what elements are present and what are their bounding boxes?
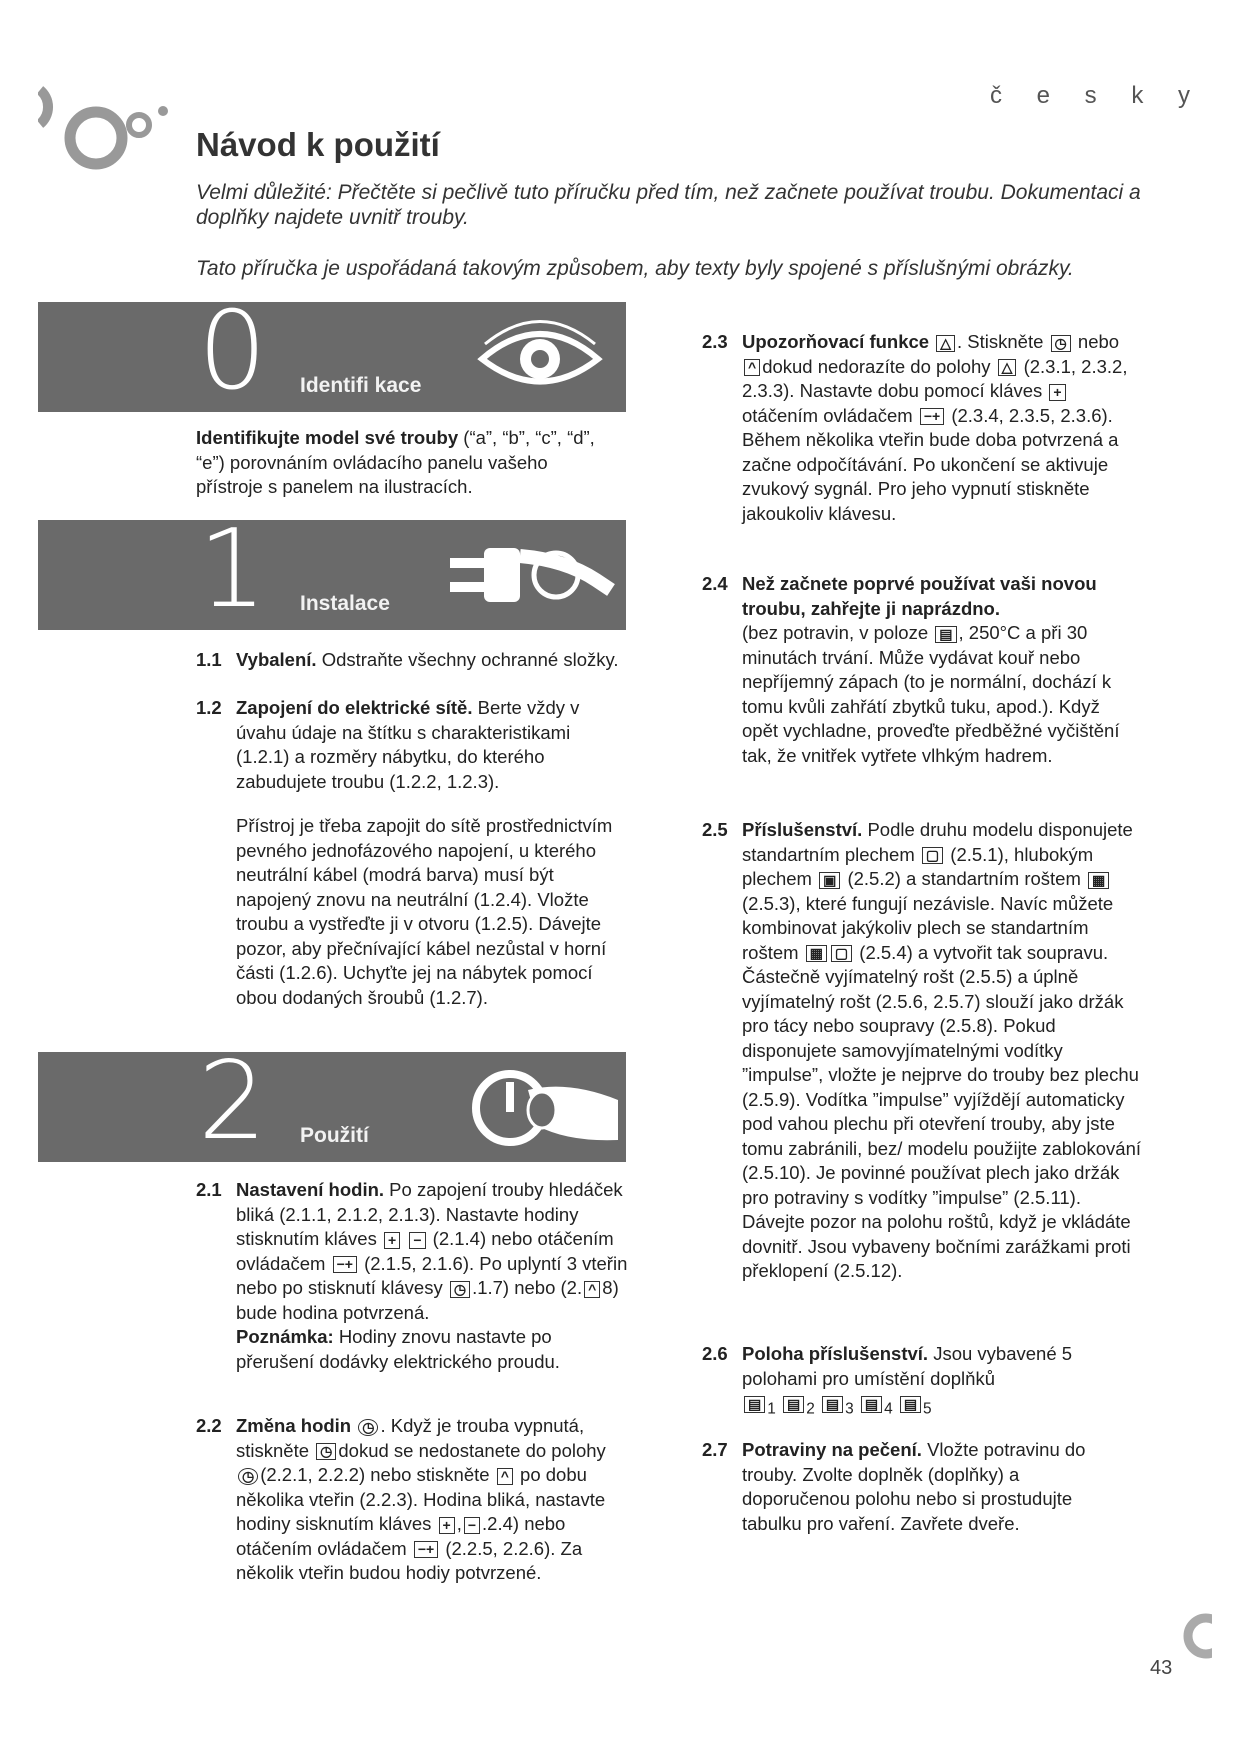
item-head: Změna hodin [236,1415,352,1436]
item-body: (2.3.4, 2.3.5, 2.3.6). Během několika vteřin bude doba potvrzená a začne odpočítávání. Po ukončení se aktivuje zvukový sygnál. Pro jeho vypnutí stiskněte jakoukoliv klávesu. [742,404,1119,524]
plug-icon [446,530,616,620]
note-text: Hodiny znovu nastavte po přerušení dodávky elektrického proudu. [236,1326,560,1372]
item-number: 2.2 [196,1415,222,1436]
item-number: 2.3 [702,331,728,352]
item-body: Jsou vybavené 5 polohami pro umístění doplňků [742,1343,1073,1389]
item-body: , [456,1513,462,1534]
item-2-5 [702,818,1142,1328]
item-body: , 250°C a při 30 minutách trvání. Může vydávat kouř nebo nepříjemný zápach (to je normální, dochází k tomu kvůli zahřátí zbytků tuku, apod.). Když opět vychladne, proveďte předběžné vyčištění tak, že vnitřek vytřete vlhkým hadrem. [742,622,1120,766]
up-key-icon: ^ [744,359,760,376]
item-body: (2.1.4) nebo otáčením ovládačem [236,1228,614,1274]
item-body: (2.5.4) a vytvořit tak soupravu. Částečně vyjímatelný rošt (2.5.5) a úplně vyjímatelný rošt (2.5.6, 2.5.7) slouží jako držák pro tácy nebo soupravy (2.5.8). Pokud disponujete samovyjímatelnými vodítky ”impulse”, vložte je nejprve do trouby bez plechu (2.5.9). Vodítka ”impulse” vyjíždějí automaticky pod vahou plechu při otevření trouby, aby jste tomu zabránili, bez/ modelu použijte zablokování (2.5.10). Je povinné používat plech jako držák pro potraviny s vodítky ”impulse” (2.5.11). Dávejte pozor na polohu roštů, když je vkládáte dovnitř. Jsou vybaveny bočními zarážkami proti překlopení (2.5.12). [742,941,1142,1281]
item-number: 2.5 [702,819,728,840]
baking-tray-icon: ▢ [831,945,852,962]
clock-key-icon: ◷ [1051,335,1071,352]
brand-logo-icon [38,80,168,180]
item-body: (2.3.1, 2.3.2, 2.3.3). Nastavte dobu pomocí kláves [742,355,1128,401]
language-label: č e s k y [990,82,1205,109]
section-label: Použití [300,1124,369,1147]
item-body: .2.4) nebo otáčením ovládačem [236,1513,566,1559]
oven-mode-icon: ▤ [935,626,956,643]
item-body: dokud nedorazíte do polohy [762,355,991,377]
item-number: 2.7 [702,1439,728,1460]
item-1-1 [196,648,619,674]
corner-ring-icon [1176,1612,1212,1660]
item-body: (2.5.3), které fungují nezávisle. Navíc můžete kombinovat jakýkoliv plech se standartním roštem [742,892,1114,963]
item-body: . Stiskněte [957,331,1044,352]
plusminus-knob-icon: −+ [333,1256,357,1273]
identify-bold: Identifikujte model své trouby [196,427,459,448]
item-head: Potraviny na pečení. [742,1439,922,1460]
up-key-icon: ^ [584,1281,600,1298]
item-body: (2.1.5, 2.1.6). Po uplyntí 3 vteřin nebo po stisknutí klávesy [236,1252,628,1298]
item-body: otáčením ovládačem [742,404,913,426]
plus-key-icon: + [384,1232,400,1249]
bell-icon: △ [998,359,1017,376]
plusminus-knob-icon: −+ [414,1541,438,1558]
item-head: Nastavení hodin. [236,1179,385,1200]
intro-important: Velmi důležité: Přečtěte si pečlivě tuto příručku před tím, než začnete používat troubu. Dokumentaci a doplňky najdete uvnitř trouby. [196,181,1141,229]
item-body: (2.2.5, 2.2.6). Za několik vteřin budou hodiy potvrzené. [236,1537,583,1583]
rack-icon: ▦ [1088,872,1109,889]
item-2-1 [196,1178,636,1398]
item-2-4 [702,572,1142,792]
item-body: (bez potravin, v poloze [742,622,929,643]
section-label: Instalace [300,592,390,615]
position-number: 4 [884,1400,893,1418]
baking-tray-icon: ▢ [922,847,943,864]
rack-icon: ▦ [806,945,827,962]
item-2-2 [196,1414,636,1614]
item-number: 2.4 [702,573,728,594]
item-head: Upozorňovací funkce [742,331,930,352]
item-body: (2.5.1), hlubokým plechem [742,843,1094,889]
item-head: Zapojení do elektrické sítě. [236,697,473,718]
item-number: 1.1 [196,649,222,670]
clock-icon: ◷ [358,1419,378,1436]
plusminus-knob-icon: −+ [920,408,944,425]
item-body: Podle druhu modelu disponujete standartním plechem [742,819,1133,865]
page-number: 43 [1150,1657,1173,1679]
item-2-6 [702,1342,1142,1422]
position-number: 1 [767,1400,776,1418]
deep-tray-icon: ▣ [819,872,840,889]
item-body: dokud se nedostanete do polohy [338,1439,606,1461]
item-body: Berte vždy v úvahu údaje na štítku s charakteristikami (1.2.1) a rozměry nábytku, do kterého zabudujete troubu (1.2.2, 1.2.3). [236,697,580,792]
position-icon: ▤ [900,1396,921,1413]
position-icon: ▤ [861,1396,882,1413]
page-title: Návod k použití [196,126,440,163]
item-1-2 [196,696,580,792]
section-2-banner [38,1052,626,1162]
minus-key-icon: − [464,1517,480,1534]
item-number: 1.2 [196,697,222,718]
up-key-icon: ^ [497,1468,513,1485]
position-icon: ▤ [783,1396,804,1413]
section-1-banner [38,520,626,630]
item-body: Po zapojení trouby hledáček bliká (2.1.1, 2.1.2, 2.1.3). Nastavte hodiny stisknutím kláves [236,1179,623,1249]
item-body: (2.5.2) a standartním roštem [847,868,1081,889]
item-2-7 [702,1438,1142,1548]
section-0-banner [38,302,626,412]
item-body: (2.2.1, 2.2.2) nebo stiskněte [260,1464,490,1485]
item-body: po dobu několika vteřin (2.2.3). Hodina bliká, nastavte hodiny sisknutím kláves [236,1464,606,1534]
position-icon: ▤ [822,1396,843,1413]
item-body: .1.7) nebo (2. [472,1277,583,1298]
item-number: 2.1 [196,1179,222,1200]
position-number: 2 [806,1400,815,1418]
item-head: Než začnete poprvé používat vaši novou troubu, zahřejte ji naprázdno. [742,573,1097,619]
item-body: . Když je trouba vypnutá, stiskněte [236,1415,585,1461]
intro-arrangement: Tato příručka je uspořádaná takovým způsobem, aby texty byly spojené s příslušnými obrázky. [196,257,1074,280]
clock-key-icon: ◷ [316,1443,336,1460]
item-number: 2.6 [702,1343,728,1364]
plus-key-icon: + [439,1517,455,1534]
clock-icon: ◷ [238,1468,258,1485]
section-number: 0 [198,302,267,412]
item-body: Vložte potravinu do trouby. Zvolte doplněk (doplňky) a doporučenou polohu nebo si prostudujte tabulku pro vaření. Zavřete dveře. [742,1439,1086,1534]
item-body: 8) bude hodina potvrzená. [236,1277,619,1323]
item-body: nebo [1077,331,1120,352]
note-head: Poznámka: [236,1326,334,1347]
section-number: 2 [198,1052,267,1162]
position-icon: ▤ [744,1396,765,1413]
identify-text: (“a”, “b”, “c”, “d”, “e”) porovnáním ovládacího panelu vašeho přístroje s panelem na ilustracích. [196,427,595,497]
position-number: 5 [923,1400,932,1418]
item-1-2-connection: Přístroj je třeba zapojit do sítě prostřednictvím pevného jednofázového napojení, u kterého neutrální kábel (modrá barva) musí být napojený znovu na neutrální (1.2.4). Vložte troubu a vystřeďte ji v otvoru (1.2.5). Dávejte pozor, aby přečnívající kábel nezůstal v horní části (1.2.6). Uchyťte jej na nábytek pomocí obou dodaných šroubů (1.2.7). [236,815,613,1008]
item-head: Vybalení. [236,649,317,670]
knob-icon [468,1060,618,1156]
section-label: Identifi kace [300,374,422,397]
plus-key-icon: + [1049,384,1065,401]
item-body: Odstraňte všechny ochranné složky. [321,649,619,670]
eye-icon [470,314,610,404]
item-head: Příslušenství. [742,819,863,840]
minus-key-icon: − [409,1232,425,1249]
item-head: Poloha příslušenství. [742,1343,929,1364]
item-2-3 [702,330,1142,550]
identify-paragraph [196,426,616,500]
clock-key-icon: ◷ [450,1281,470,1298]
section-number: 1 [198,520,267,630]
position-number: 3 [845,1400,854,1418]
bell-icon: △ [936,335,955,352]
